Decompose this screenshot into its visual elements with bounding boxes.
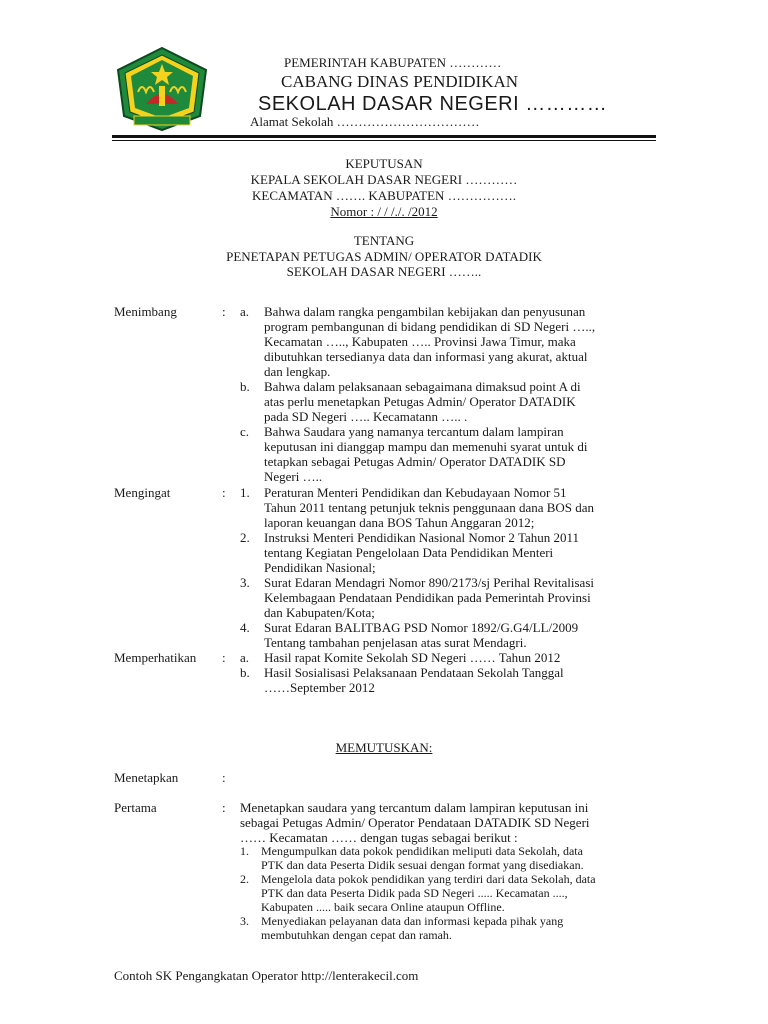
section-label-pertama: Pertama [114,800,157,815]
list-item-text: Peraturan Menteri Pendidikan dan Kebudayaan Nomor 51 Tahun 2011 tentang petunjuk teknis penggunaan dana BOS dan laporan keuangan dana BOS Tahun Anggaran 2012; [264,485,595,530]
section-label-menimbang: Menimbang [114,304,177,319]
list-item-text: Surat Edaran Mendagri Nomor 890/2173/sj Perihal Revitalisasi Kelembagaan Pendataan Pendidikan pada Pemerintah Provinsi dan Kabupaten/Kota; [264,575,594,620]
letterhead-divider-thin [112,140,656,141]
list-item-text: Bahwa dalam rangka pengambilan kebijakan dan penyusunan program pembangunan di bidang pendidikan di SD Negeri ….., Kecamatan ….., Kabupaten ….. Provinsi Jawa Timur, maka dibutuhkan tersedianya data dan informasi yang akurat, aktual dan lengkap. [264,304,596,379]
list-marker: b. [240,665,250,680]
list-item-text: Hasil rapat Komite Sekolah SD Negeri …… Tahun 2012 [264,650,561,665]
section-label-mengingat: Mengingat [114,485,171,500]
list-item-text: Bahwa dalam pelaksanaan sebagaimana dimaksud point A di atas perlu menetapkan Petugas Admin/ Operator DATADIK pada SD Negeri ….. Kecamatann ….. . [264,379,581,424]
list-marker: 1. [240,485,250,500]
kop-pemerintah: PEMERINTAH KABUPATEN ………… [284,55,502,70]
list-marker: a. [240,304,250,319]
list-marker: 2. [240,872,249,886]
doc-subject-2: SEKOLAH DASAR NEGERI …….. [286,264,482,279]
list-item-text: Instruksi Menteri Pendidikan Nasional Nomor 2 Tahun 2011 tentang Kegiatan Pengelolaan Data Pendidikan Menteri Pendidikan Nasional; [264,530,580,575]
kop-alamat: Alamat Sekolah …………………………… [250,114,480,129]
section-colon: : [222,485,226,500]
list-marker: 3. [240,575,250,590]
list-item-text: Mengelola data pokok pendidikan yang terdiri dari data Sekolah, data PTK dan data Peserta Didik pada SD Negeri ..... Kecamatan ...., Kabupaten ..... baik secara Online ataupun Offline. [261,872,596,914]
kop-cabang-dinas: CABANG DINAS PENDIDIKAN [281,72,519,91]
section-colon: : [222,304,226,319]
doc-subject-1: PENETAPAN PETUGAS ADMIN/ OPERATOR DATADIK [226,249,542,264]
list-marker: c. [240,424,250,439]
doc-tentang: TENTANG [353,233,415,248]
kabupaten-logo [116,46,208,132]
kop-sekolah: SEKOLAH DASAR NEGERI ………… [258,93,608,115]
list-item-text: Surat Edaran BALITBAG PSD Nomor 1892/G.G4/LL/2009 Tentang tambahan penjelasan atas surat Mendagri. [264,620,579,650]
list-item-text: Menyediakan pelayanan data dan informasi kepada pihak yang membutuhkan dengan cepat dan ramah. [261,914,564,942]
section-colon: : [222,800,226,815]
list-item-text: Bahwa Saudara yang namanya tercantum dalam lampiran keputusan ini dianggap mampu dan memenuhi syarat untuk di tetapkan sebagai Petugas Admin/ Operator DATADIK SD Negeri ….. [264,424,588,484]
doc-number: Nomor : / / /./. /2012 [330,204,438,219]
list-marker: b. [240,379,250,394]
doc-title-kepala: KEPALA SEKOLAH DASAR NEGERI ………… [250,172,518,187]
list-item-text: Hasil Sosialisasi Pelaksanaan Pendataan Sekolah Tanggal ……September 2012 [264,665,564,695]
section-label-memperhatikan: Memperhatikan [114,650,197,665]
pertama-intro: Menetapkan saudara yang tercantum dalam lampiran keputusan ini sebagai Petugas Admin/ Operator Pendataan DATADIK SD Negeri …… Kecamatan …… dengan tugas sebagai berikut : [240,800,590,845]
letterhead-divider-thick [112,135,656,138]
list-marker: 3. [240,914,249,928]
memutuskan-heading: MEMUTUSKAN: [335,740,433,755]
section-colon: : [222,770,226,785]
list-marker: 2. [240,530,250,545]
doc-title-keputusan: KEPUTUSAN [345,156,423,171]
list-marker: a. [240,650,250,665]
page-footer: Contoh SK Pengangkatan Operator http://lenterakecil.com [114,968,419,983]
section-label-menetapkan: Menetapkan [114,770,179,785]
list-marker: 1. [240,844,249,858]
list-marker: 4. [240,620,250,635]
doc-title-kecamatan: KECAMATAN ……. KABUPATEN ……………. [252,188,516,203]
list-item-text: Mengumpulkan data pokok pendidikan meliputi data Sekolah, data PTK dan data Peserta Didik sesuai dengan format yang disediakan. [261,844,584,872]
section-colon: : [222,650,226,665]
